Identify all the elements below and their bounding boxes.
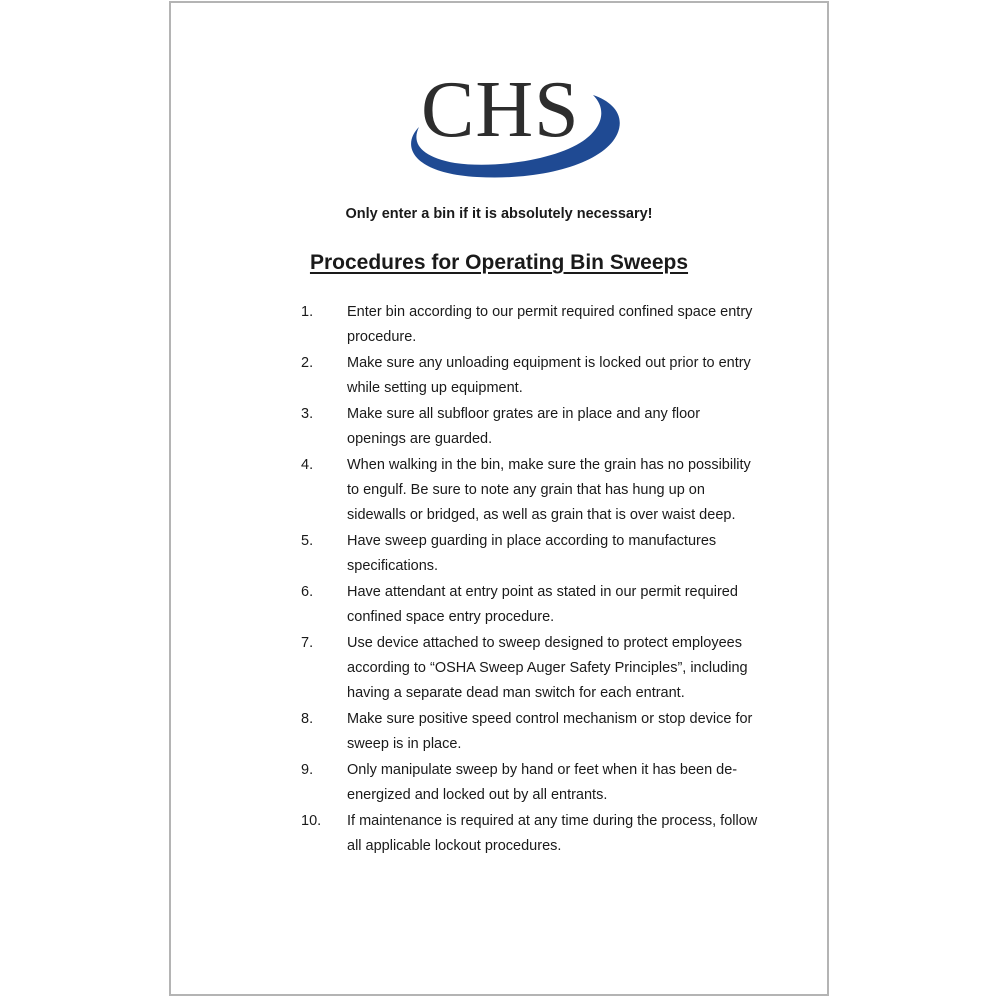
- safety-sign: [169, 1, 829, 996]
- step-number: 9.: [301, 762, 314, 779]
- page-title: Procedures for Operating Bin Sweeps: [309, 251, 689, 274]
- step-text: Enter bin according to our permit required confined space entry procedure.: [347, 304, 753, 345]
- step-number: 2.: [301, 355, 314, 372]
- step-text: When walking in the bin, make sure the grain has no possibility to engulf. Be sure to note any grain that has hung up on sidewalls or bridged, as well as grain that is over waist deep.: [347, 457, 751, 523]
- list-item: [301, 529, 761, 579]
- step-number: 3.: [301, 406, 314, 423]
- step-text: Have sweep guarding in place according to manufactures specifications.: [347, 533, 717, 574]
- step-number: 7.: [301, 635, 314, 652]
- step-number: 6.: [301, 584, 314, 601]
- step-number: 4.: [301, 457, 314, 474]
- step-text: Make sure any unloading equipment is locked out prior to entry while setting up equipment.: [347, 355, 751, 396]
- warning-text: Only enter a bin if it is absolutely necessary!: [345, 206, 653, 222]
- logo-text: CHS: [421, 66, 580, 154]
- list-item: [301, 402, 761, 452]
- list-item: [301, 758, 761, 808]
- step-number: 8.: [301, 711, 314, 728]
- step-number: 1.: [301, 304, 314, 320]
- list-item: [301, 300, 761, 350]
- chs-logo: [397, 65, 623, 185]
- step-text: Use device attached to sweep designed to protect employees according to “OSHA Sweep Auger Safety Principles”, including having a separate dead man switch for each entrant.: [347, 635, 748, 701]
- step-text: If maintenance is required at any time during the process, follow all applicable lockout procedures.: [347, 813, 758, 855]
- list-item: [301, 631, 761, 705]
- list-item: [301, 453, 761, 527]
- procedure-list: [301, 300, 761, 861]
- step-number: 10.: [301, 813, 322, 830]
- step-number: 5.: [301, 533, 314, 550]
- step-text: Have attendant at entry point as stated in our permit required confined space entry procedure.: [347, 584, 738, 626]
- step-text: Make sure all subfloor grates are in place and any floor openings are guarded.: [347, 406, 701, 447]
- step-text: Only manipulate sweep by hand or feet when it has been de-energized and locked out by all entrants.: [347, 762, 738, 804]
- list-item: [301, 809, 761, 859]
- list-item: [301, 580, 761, 630]
- list-item: [301, 351, 761, 401]
- step-text: Make sure positive speed control mechanism or stop device for sweep is in place.: [347, 711, 753, 753]
- list-item: [301, 707, 761, 757]
